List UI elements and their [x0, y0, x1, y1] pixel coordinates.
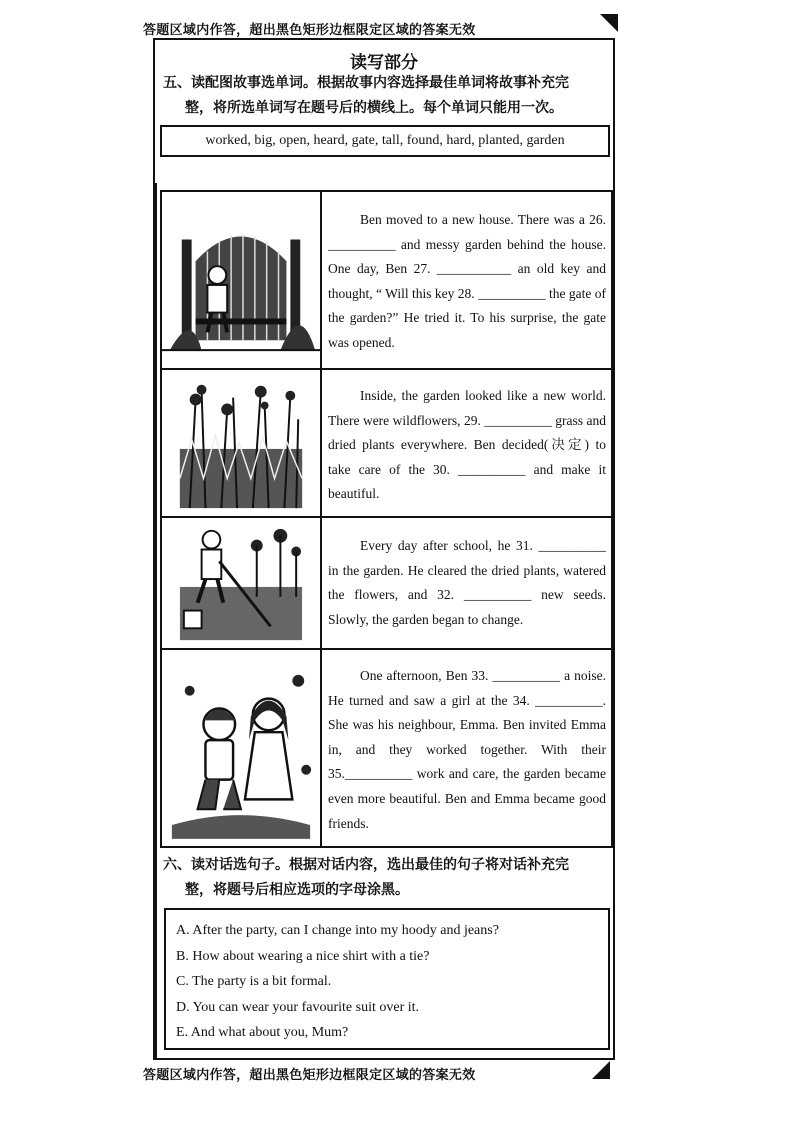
wild-garden-picture	[162, 370, 322, 516]
part6-instruction-line1: 六、读对话选句子。根据对话内容，选出最佳的句子将对话补充完	[163, 857, 569, 873]
story-row	[162, 370, 611, 518]
corner-marker-icon	[600, 14, 618, 32]
garden-gate-picture	[162, 192, 322, 368]
section-title: 读写部分	[350, 53, 418, 73]
part5-instruction-line1: 五、读配图故事选单词。根据故事内容选择最佳单词将故事补充完	[163, 75, 569, 91]
options-box	[164, 908, 610, 1050]
part5-instruction-line2: 整，将所选单词写在题号后的横线上。每个单词只能用一次。	[185, 100, 563, 116]
margin-notice-bottom: 答题区域内作答，超出黑色矩形边框限定区域的答案无效	[143, 1068, 476, 1083]
corner-marker-icon	[592, 1061, 610, 1079]
word-bank: worked, big, open, heard, gate, tall, found, hard, planted, garden	[160, 125, 610, 157]
gardening-picture	[162, 518, 322, 648]
story-row	[162, 650, 611, 846]
story-paragraph-3: Every day after school, he 31. __________ in the garden. He cleared the dried plants, watered the flowers, and 32. __________ new seeds. Slowly, the garden began to change.	[328, 538, 606, 627]
option-c: C. The party is a bit formal.	[176, 974, 332, 989]
story-table	[160, 190, 613, 848]
story-row	[162, 518, 611, 650]
option-d: D. You can wear your favourite suit over it.	[176, 999, 420, 1015]
story-paragraph-2: Inside, the garden looked like a new world. There were wildflowers, 29. __________ grass and dried plants everywhere. Ben decided(决定) to take care of the 30. __________ and make it beautiful.	[328, 388, 606, 502]
option-b: B. How about wearing a nice shirt with a tie?	[176, 948, 430, 964]
story-paragraph-4: One afternoon, Ben 33. __________ a noise. He turned and saw a girl at the 34. __________. She was his neighbour, Emma. Ben invited Emma in, and they worked together. With their 35.__________ work and care, the garden became even more beautiful. Ben and Emma became good friends.	[328, 668, 606, 831]
option-e: E. And what about you, Mum?	[176, 1025, 349, 1040]
story-paragraph-1: Ben moved to a new house. There was a 26. __________ and messy garden behind the house. One day, Ben 27. ___________ an old key and thought, “ Will this key 28. __________ the gate of the garden?” He tried it. To his surprise, the gate was opened.	[328, 212, 606, 350]
part5-instruction	[163, 71, 609, 121]
margin-notice-top: 答题区域内作答，超出黑色矩形边框限定区域的答案无效	[143, 23, 476, 38]
frame-inner-line	[155, 183, 157, 1058]
part6-instruction-line2: 整，将题号后相应选项的字母涂黑。	[185, 882, 409, 898]
two-children-picture	[162, 650, 322, 846]
part6-instruction	[163, 853, 609, 903]
option-a: A. After the party, can I change into my hoody and jeans?	[176, 923, 499, 938]
story-row	[162, 192, 611, 370]
